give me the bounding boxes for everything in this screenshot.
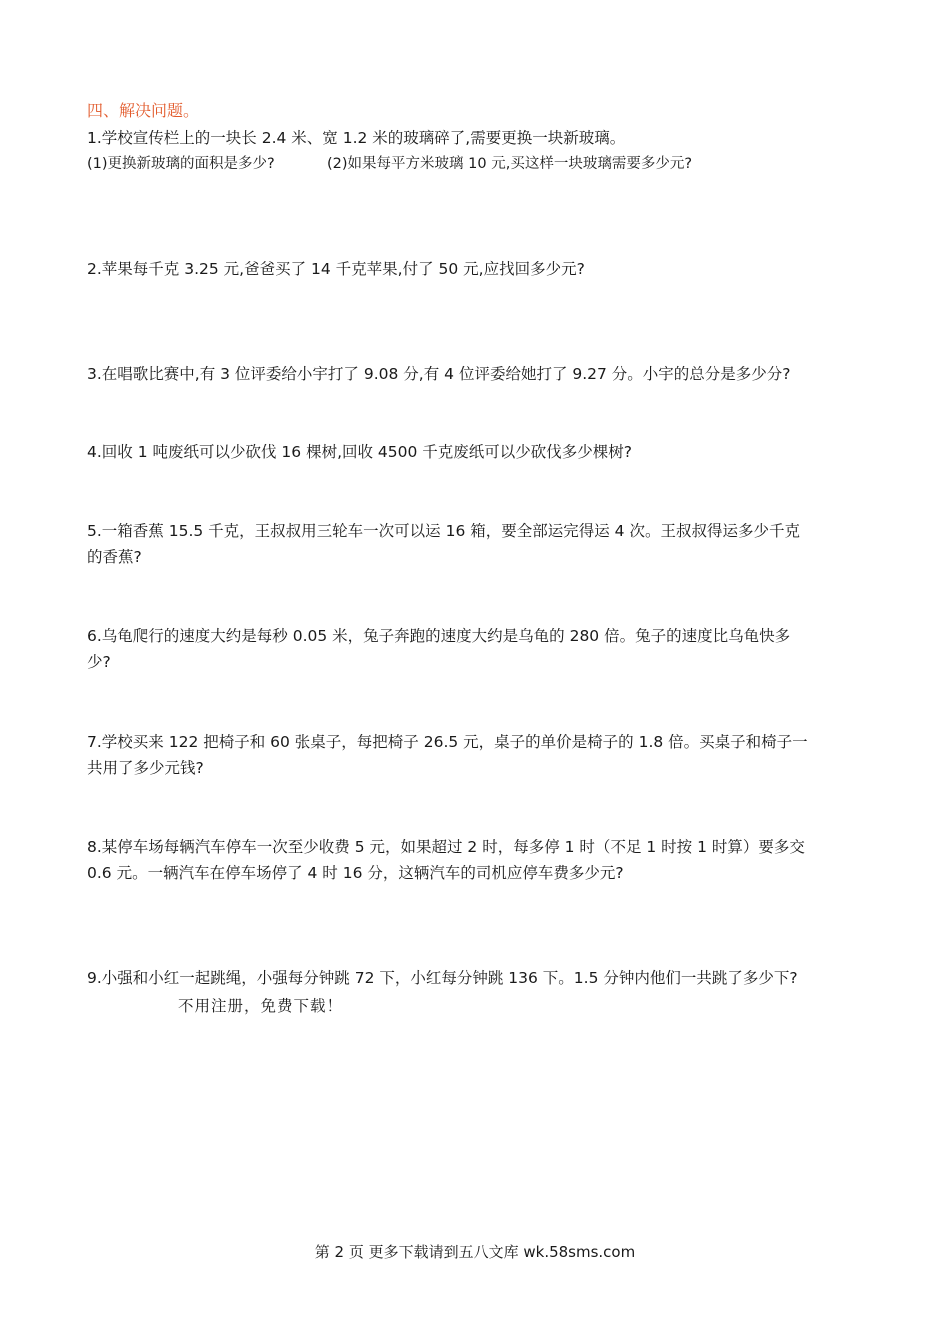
problem-9-line-1: 9.小强和小红一起跳绳，小强每分钟跳 72 下，小红每分钟跳 136 下。1.5 分钟内他们一共跳了多少下? [87,969,798,987]
problem-2-line-1: 2.苹果每千克 3.25 元,爸爸买了 14 千克苹果,付了 50 元,应找回多少元? [87,260,585,278]
problem-6-line-1: 6.乌龟爬行的速度大约是每秒 0.05 米，兔子奔跑的速度大约是乌龟的 280 倍。兔子的速度比乌龟快多 [87,627,791,645]
problem-7-line-2: 共用了多少元钱? [87,759,204,777]
problem-1-line-1: 1.学校宣传栏上的一块长 2.4 米、宽 1.2 米的玻璃碎了,需要更换一块新玻璃。 [87,129,626,147]
problem-3-line-1: 3.在唱歌比赛中,有 3 位评委给小宇打了 9.08 分,有 4 位评委给她打了 9.27 分。小宇的总分是多少分? [87,365,791,383]
free-download-note: 不用注册，免费下载！ [178,997,344,1015]
problem-8-line-2: 0.6 元。一辆汽车在停车场停了 4 时 16 分，这辆汽车的司机应停车费多少元? [87,864,624,882]
problem-6-line-2: 少? [87,653,111,671]
problem-5-line-1: 5.一箱香蕉 15.5 千克，王叔叔用三轮车一次可以运 16 箱，要全部运完得运 4 次。王叔叔得运多少千克 [87,522,800,540]
page-footer: 第 2 页 更多下载请到五八文库 wk.58sms.com [314,1243,636,1261]
problem-1-sub-1: (1)更换新玻璃的面积是多少? [87,156,275,172]
problem-8-line-1: 8.某停车场每辆汽车停车一次至少收费 5 元，如果超过 2 时，每多停 1 时（不足 1 时按 1 时算）要多交 [87,838,805,856]
problem-5-line-2: 的香蕉? [87,548,142,566]
problem-4-line-1: 4.回收 1 吨废纸可以少砍伐 16 棵树,回收 4500 千克废纸可以少砍伐多少棵树? [87,443,633,461]
problem-7-line-1: 7.学校买来 122 把椅子和 60 张桌子，每把椅子 26.5 元，桌子的单价是椅子的 1.8 倍。买桌子和椅子一 [87,733,808,751]
section-title: 四、解决问题。 [87,101,200,120]
problem-1-sub-2: (2)如果每平方米玻璃 10 元,买这样一块玻璃需要多少元? [327,156,693,172]
